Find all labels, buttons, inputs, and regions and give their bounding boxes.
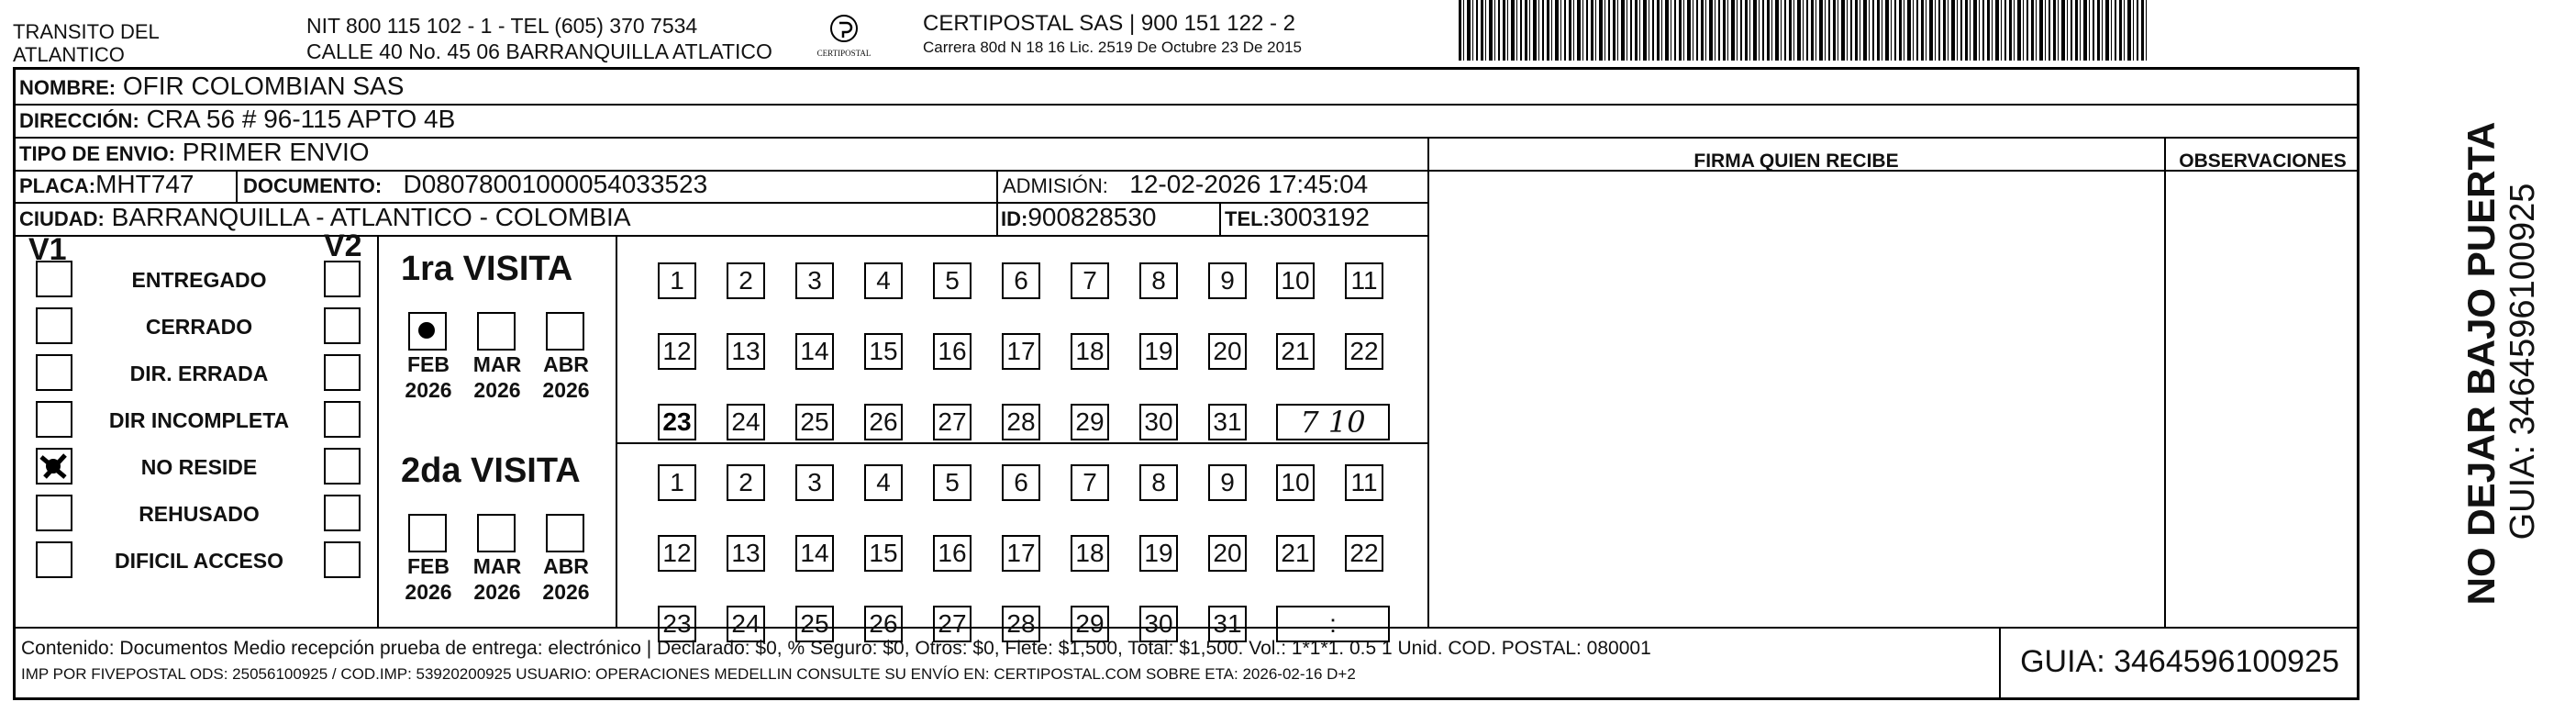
placa-row: PLACA:MHT747 [19,170,194,198]
option-label: DIR INCOMPLETA [108,408,290,432]
month-label: ABR [543,554,589,578]
day-box[interactable]: 10 [1276,464,1315,501]
year-label: 2026 [473,580,521,604]
day-box[interactable]: 25 [795,606,834,642]
day-box[interactable]: 13 [727,333,765,370]
day-box[interactable]: 14 [795,333,834,370]
day-box[interactable]: 16 [933,333,972,370]
nombre-row: NOMBRE: OFIR COLOMBIAN SAS [19,72,405,100]
direccion-row: DIRECCIÓN: CRA 56 # 96-115 APTO 4B [19,105,456,133]
day-box[interactable]: 1 [658,262,696,299]
day-box[interactable]: 3 [795,262,834,299]
day-box[interactable]: 5 [933,262,972,299]
day-box[interactable]: 18 [1071,535,1109,572]
admision-row: ADMISIÓN: 12-02-2026 17:45:04 [1003,170,1369,198]
month-checkbox[interactable] [477,312,516,351]
day-box[interactable]: 9 [1208,262,1247,299]
option-label: NO RESIDE [140,455,258,479]
day-box[interactable]: 15 [864,535,903,572]
day-box[interactable]: 3 [795,464,834,501]
day-box[interactable]: 15 [864,333,903,370]
v1-checkbox[interactable] [36,354,72,391]
day-box[interactable]: 26 [864,404,903,440]
v1-checkbox[interactable] [36,401,72,438]
day-box[interactable]: 21 [1276,535,1315,572]
day-box[interactable]: 31 [1208,404,1247,440]
day-box[interactable]: 28 [1002,606,1040,642]
v1-checkbox[interactable] [36,261,72,297]
option-label: DIFICIL ACCESO [114,549,283,573]
day-box[interactable]: 31 [1208,606,1247,642]
day-box[interactable]: 6 [1002,464,1040,501]
day-box[interactable]: 11 [1345,464,1383,501]
visit2-label: 2da VISITA [401,451,581,490]
documento-row: DOCUMENTO: D08078001000054033523 [243,170,708,198]
day-box[interactable]: 4 [864,464,903,501]
day-box[interactable]: 8 [1139,262,1178,299]
day-box[interactable]: 14 [795,535,834,572]
month-checkbox[interactable] [546,514,584,552]
handwritten-mark-icon [410,314,445,349]
month-label: FEB [407,352,450,376]
tipo-envio-row: TIPO DE ENVIO: PRIMER ENVIO [19,138,370,166]
year-label: 2026 [405,378,452,402]
day-box[interactable]: 22 [1345,535,1383,572]
month-checkbox[interactable] [408,514,447,552]
v2-checkbox[interactable] [324,261,361,297]
day-box[interactable]: 29 [1071,606,1109,642]
day-box[interactable]: 29 [1071,404,1109,440]
v2-label: V2 [324,228,362,263]
day-box[interactable]: 20 [1208,535,1247,572]
day-box[interactable]: 30 [1139,606,1178,642]
option-label: DIR. ERRADA [129,362,269,385]
month-checkbox[interactable] [408,312,447,351]
time-box[interactable]: : [1276,606,1390,642]
day-box[interactable]: 19 [1139,535,1178,572]
tel-row: TEL:3003192 [1225,203,1370,231]
day-box[interactable]: 27 [933,404,972,440]
day-box[interactable]: 17 [1002,333,1040,370]
day-box[interactable]: 28 [1002,404,1040,440]
carrier-info: CERTIPOSTAL SAS | 900 151 122 - 2 Carrera 80d N 18 16 Lic. 2519 De Octubre 23 De 2015 [923,11,1302,56]
day-box[interactable]: 10 [1276,262,1315,299]
day-box[interactable]: 21 [1276,333,1315,370]
year-label: 2026 [542,378,590,402]
certipostal-logo: CERTIPOSTAL [807,13,881,58]
month-checkbox[interactable] [477,514,516,552]
ciudad-row: CIUDAD: BARRANQUILLA - ATLANTICO - COLOMBIA [19,203,631,231]
no-dejar-bajo-puerta: NO DEJAR BAJO PUERTA [2459,121,2503,606]
v1-checkbox[interactable] [36,448,72,485]
v1-label: V1 [28,232,67,267]
year-label: 2026 [405,580,452,604]
year-label: 2026 [473,378,521,402]
day-box[interactable]: 11 [1345,262,1383,299]
observaciones-label: OBSERVACIONES [2179,150,2347,172]
day-box[interactable]: 12 [658,333,696,370]
day-box[interactable]: 25 [795,404,834,440]
day-box[interactable]: 8 [1139,464,1178,501]
day-box[interactable]: 4 [864,262,903,299]
day-box[interactable]: 22 [1345,333,1383,370]
day-box[interactable]: 23 [658,606,696,642]
option-label: REHUSADO [139,502,260,526]
day-box[interactable]: 20 [1208,333,1247,370]
barcode [1459,0,2147,61]
day-box[interactable]: 12 [658,535,696,572]
v2-checkbox[interactable] [324,541,361,578]
day-box[interactable]: 27 [933,606,972,642]
day-box[interactable]: 23 [658,404,696,440]
month-checkbox[interactable] [546,312,584,351]
v1-checkbox[interactable] [36,541,72,578]
issuer-name: TRANSITO DEL ATLANTICO [13,20,160,66]
day-box[interactable]: 19 [1139,333,1178,370]
side-strip [2367,67,2572,700]
day-box[interactable]: 9 [1208,464,1247,501]
day-box[interactable]: 2 [727,262,765,299]
day-box[interactable]: 26 [864,606,903,642]
month-label: FEB [407,554,450,578]
day-box[interactable]: 1 [658,464,696,501]
time-box[interactable]: 7 10 [1276,404,1390,440]
day-box[interactable]: 24 [727,404,765,440]
issuer-contact: NIT 800 115 102 - 1 - TEL (605) 370 7534 CALLE 40 No. 45 06 BARRANQUILLA ATLATICO [306,14,772,63]
day-box[interactable]: 6 [1002,262,1040,299]
delivery-form [13,67,2359,700]
footer-contenido: Contenido: Documentos Medio recepción prueba de entrega: electrónico | Declarado: $0, % Seguro: $0, Otros: $0, Flete: $1,500, Total: $1,500. Vol.: 1*1*1. 0.5 1 Unid. COD. POSTAL: 080001 [21,638,1651,659]
v1-checkbox[interactable] [36,307,72,344]
day-box[interactable]: 16 [933,535,972,572]
month-label: MAR [472,554,522,578]
year-label: 2026 [542,580,590,604]
footer-imp: IMP POR FIVEPOSTAL ODS: 25056100925 / COD.IMP: 53920200925 USUARIO: OPERACIONES MEDELLIN CONSULTE SU ENVÍO EN: CERTIPOSTAL.COM SOBRE ETA: 2026-02-16 D+2 [21,665,1356,683]
check-mark-icon [38,450,71,483]
certipostal-logo-icon [828,13,860,44]
v2-checkbox[interactable] [324,495,361,531]
day-box[interactable]: 7 [1071,262,1109,299]
option-label: CERRADO [145,315,253,339]
day-box[interactable]: 7 [1071,464,1109,501]
visit1-label: 1ra VISITA [401,250,573,288]
day-box[interactable]: 24 [727,606,765,642]
footer-guia: GUIA: 3464596100925 [2020,644,2339,679]
day-box[interactable]: 18 [1071,333,1109,370]
v1-checkbox[interactable] [36,495,72,531]
side-guia: GUIA: 3464596100925 [2504,183,2542,540]
day-box[interactable]: 2 [727,464,765,501]
option-label: ENTREGADO [131,268,267,292]
day-box[interactable]: 5 [933,464,972,501]
firma-label: FIRMA QUIEN RECIBE [1693,150,1899,172]
id-row: ID:900828530 [1001,203,1157,231]
month-label: MAR [472,352,522,376]
v2-checkbox[interactable] [324,307,361,344]
v2-checkbox[interactable] [324,354,361,391]
day-box[interactable]: 17 [1002,535,1040,572]
v2-checkbox[interactable] [324,448,361,485]
day-box[interactable]: 13 [727,535,765,572]
month-label: ABR [543,352,589,376]
day-box[interactable]: 30 [1139,404,1178,440]
v2-checkbox[interactable] [324,401,361,438]
